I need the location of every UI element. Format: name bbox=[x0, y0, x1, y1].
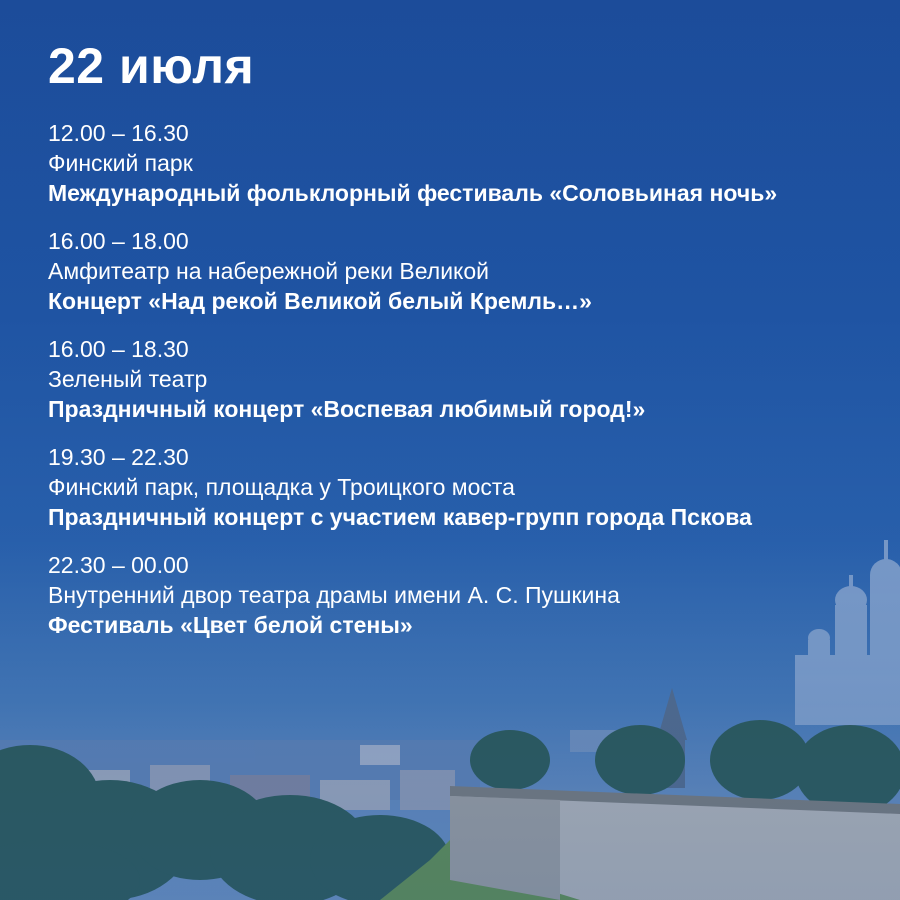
event-time: 16.00 – 18.00 bbox=[48, 228, 189, 254]
event-place: Финский парк bbox=[48, 150, 193, 176]
page-title: 22 июля bbox=[48, 38, 255, 94]
event-name: Фестиваль «Цвет белой стены» bbox=[48, 612, 413, 638]
event-time: 22.30 – 00.00 bbox=[48, 552, 189, 578]
event-name: Международный фольклорный фестиваль «Соловьиная ночь» bbox=[48, 180, 778, 206]
event-name: Праздничный концерт с участием кавер-групп города Пскова bbox=[48, 504, 752, 530]
event-item bbox=[48, 226, 848, 316]
event-time: 16.00 – 18.30 bbox=[48, 336, 189, 362]
event-place: Внутренний двор театра драмы имени А. С. Пушкина bbox=[48, 582, 620, 608]
schedule bbox=[48, 36, 848, 658]
event-item bbox=[48, 118, 848, 208]
event-place: Финский парк, площадка у Троицкого моста bbox=[48, 474, 515, 500]
event-item bbox=[48, 550, 848, 640]
event-place: Зеленый театр bbox=[48, 366, 208, 392]
event-item bbox=[48, 442, 848, 532]
event-item bbox=[48, 334, 848, 424]
event-place: Амфитеатр на набережной реки Великой bbox=[48, 258, 489, 284]
event-time: 12.00 – 16.30 bbox=[48, 120, 189, 146]
event-time: 19.30 – 22.30 bbox=[48, 444, 189, 470]
event-name: Концерт «Над рекой Великой белый Кремль…» bbox=[48, 288, 592, 314]
event-name: Праздничный концерт «Воспевая любимый город!» bbox=[48, 396, 646, 422]
